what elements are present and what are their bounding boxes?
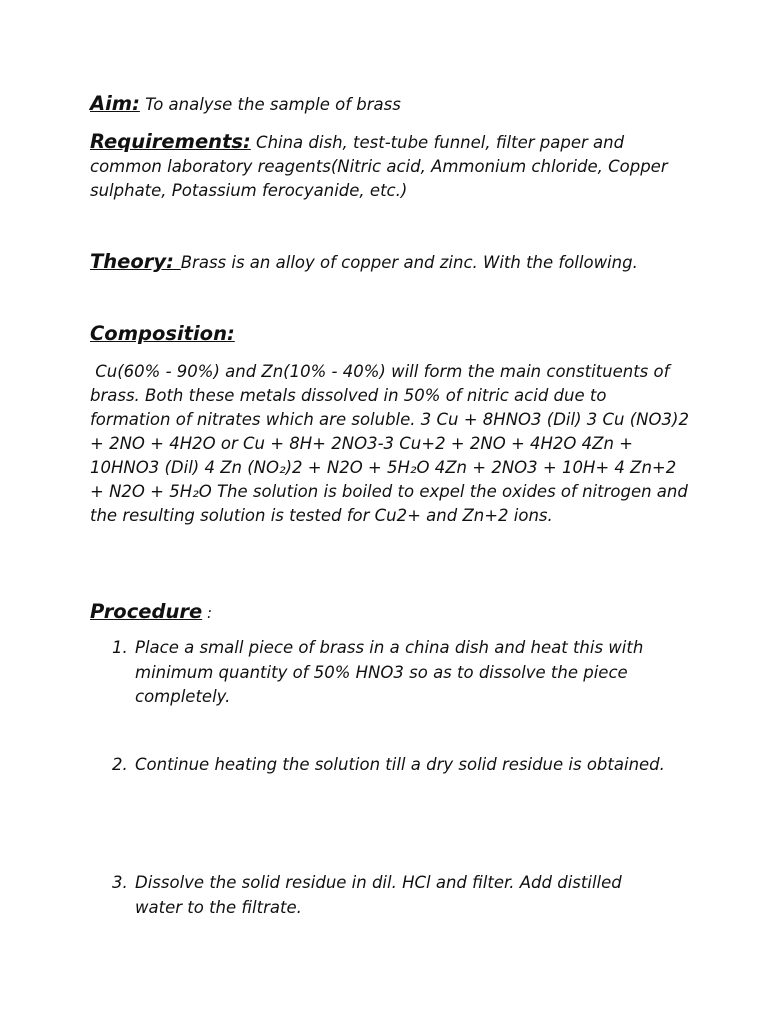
procedure-step xyxy=(112,753,672,778)
theory-heading: Theory: xyxy=(90,250,181,273)
aim-section xyxy=(90,92,690,117)
procedure-step xyxy=(112,871,672,920)
step-number: 3. xyxy=(112,873,128,892)
theory-section xyxy=(90,250,690,275)
composition-text: Cu(60% - 90%) and Zn(10% - 40%) will form the main constituents of brass. Both these metals dissolved in 50% of nitric acid due to formation of nitrates which are soluble. 3 Cu + 8HNO3 (Dil) 3 Cu (NO3)2 + 2NO + 4H2O or Cu + 8H+ 2NO3-3 Cu+2 + 2NO + 4H2O 4Zn + 10HNO3 (Dil) 4 Zn (NO₂)2 + N2O + 5H₂O 4Zn + 2NO3 + 10H+ 4 Zn+2 + N2O + 5H₂O The solution is boiled to expel the oxides of nitrogen and the resulting solution is tested for Cu2+ and Zn+2 ions. xyxy=(90,362,695,525)
step-number: 2. xyxy=(112,755,128,774)
procedure-colon: : xyxy=(202,604,213,622)
step-number: 1. xyxy=(112,638,128,657)
aim-heading: Aim: xyxy=(90,92,140,115)
procedure-section xyxy=(90,600,690,623)
theory-text: Brass is an alloy of copper and zinc. With the following. xyxy=(180,253,638,272)
step-text: Place a small piece of brass in a china dish and heat this with minimum quantity of 50% HNO3 so as to dissolve the piece completely. xyxy=(135,638,644,706)
step-text: Dissolve the solid residue in dil. HCl and filter. Add distilled water to the filtrate. xyxy=(135,873,622,917)
requirements-section xyxy=(90,130,690,203)
composition-heading: Composition: xyxy=(90,322,235,345)
procedure-heading: Procedure xyxy=(90,600,203,623)
aim-text: To analyse the sample of brass xyxy=(139,95,401,114)
requirements-text: China dish, test-tube funnel, filter paper and common laboratory reagents(Nitric acid, Ammonium chloride, Copper sulphate, Potassium ferocyanide, etc.) xyxy=(90,133,668,200)
procedure-step xyxy=(112,636,672,710)
requirements-heading: Requirements: xyxy=(90,130,251,153)
composition-section xyxy=(90,322,690,345)
step-text: Continue heating the solution till a dry solid residue is obtained. xyxy=(135,755,665,774)
